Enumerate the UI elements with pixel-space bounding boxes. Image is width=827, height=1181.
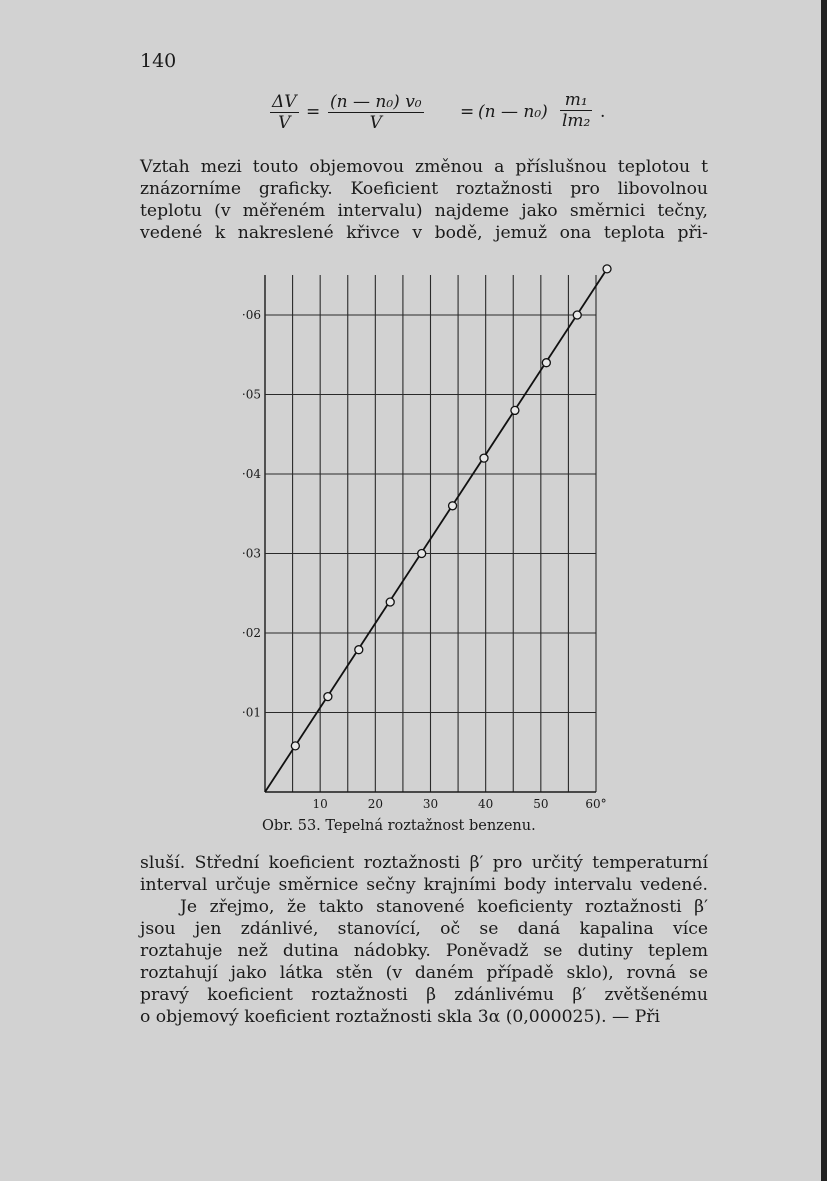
text-line: teplotu (v měřeném intervalu) najdeme jako směrnici tečny, (140, 201, 708, 221)
text-line: jsou jen zdánlivé, stanovící, oč se daná kapalina více (140, 919, 708, 939)
data-point (573, 311, 581, 319)
y-tick-label: ·03 (241, 546, 261, 561)
data-point (418, 550, 426, 558)
x-tick-label: 20 (367, 797, 383, 811)
text-line: Vztah mezi touto objemovou změnou a příslušnou teplotou t (140, 157, 708, 177)
fraction-rhs-numerator: m₁ (560, 90, 592, 111)
text-line: Je zřejmo, že takto stanovené koeficienty roztažnosti β′ (180, 897, 708, 917)
equals-sign: = (306, 102, 321, 122)
formula-period: . (600, 102, 606, 122)
equals-sign: = (460, 102, 475, 122)
paragraph-bottom (140, 852, 708, 1028)
text-line: interval určuje směrnice sečny krajními body intervalu vedené. (140, 875, 708, 895)
x-tick-label: 30 (422, 797, 439, 811)
text-line: pravý koeficient roztažnosti β zdánlivému β′ zvětšenému (140, 985, 708, 1005)
x-tick-label: 50 (533, 797, 549, 811)
expansion-line (265, 269, 607, 792)
data-point (449, 502, 457, 510)
fraction-rhs-denominator: lm₂ (562, 111, 591, 131)
text-line: roztahují jako látka stěn (v daném případě sklo), rovná se (140, 963, 708, 983)
page-number: 140 (140, 50, 177, 72)
fraction-lhs-numerator: ΔV (272, 92, 297, 112)
text-line: vedené k nakreslené křivce v bodě, jemuž ona teplota při- (140, 223, 708, 243)
y-tick-label: ·04 (241, 467, 261, 481)
data-point (511, 406, 519, 414)
formula-rhs-prefix: (n — n₀) (478, 102, 548, 122)
data-point (324, 693, 332, 701)
y-tick-label: ·01 (241, 705, 261, 720)
y-tick-label: ·02 (241, 626, 261, 640)
text-line: znázorníme graficky. Koeficient roztažnosti pro libovolnou (140, 179, 708, 199)
fraction-mid-denominator: V (369, 113, 382, 133)
data-point (355, 646, 363, 654)
text-line: sluší. Střední koeficient roztažnosti β′ pro určitý temperaturní (140, 853, 708, 873)
data-point (542, 359, 550, 367)
y-tick-label: ·05 (241, 387, 261, 402)
fraction-lhs-denominator: V (278, 113, 291, 133)
x-tick-label: 10 (312, 797, 328, 811)
x-tick-label: 40 (478, 797, 494, 811)
text-line: roztahuje než dutina nádobky. Poněvadž se dutiny teplem (140, 941, 708, 961)
x-tick-label: 60° (585, 797, 607, 811)
figure-caption: Obr. 53. Tepelná roztažnost benzenu. (262, 818, 536, 834)
data-point (603, 265, 611, 273)
data-point (386, 598, 394, 606)
y-tick-label: ·06 (241, 308, 261, 322)
text-line: o objemový koeficient roztažnosti skla 3α (0,000025). — Při (140, 1007, 660, 1027)
data-point (291, 742, 299, 750)
data-point (480, 454, 488, 462)
fraction-mid-numerator: (n — n₀) v₀ (330, 92, 422, 112)
